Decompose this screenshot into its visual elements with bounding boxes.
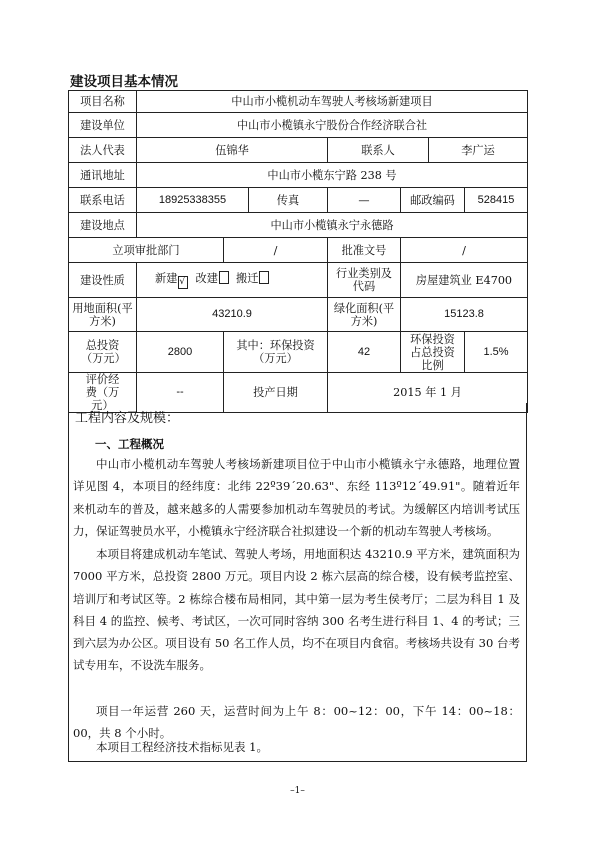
total-invest-value: 2800 [137, 332, 224, 373]
fax-value: — [328, 188, 401, 213]
eval-fee-value: -- [137, 373, 224, 413]
postcode-value: 528415 [465, 188, 528, 213]
project-name-value: 中山市小榄机动车驾驶人考核场新建项目 [137, 91, 528, 113]
project-content-section [68, 403, 527, 762]
nature-relocate-label: 搬迁 [236, 272, 259, 285]
nature-new-checkbox: √ [178, 276, 188, 289]
eval-fee-label: 评价经费（万元） [69, 373, 137, 413]
land-area-value: 43210.9 [137, 298, 328, 332]
unit-value: 中山市小榄镇永宁股份合作经济联合社 [137, 113, 528, 138]
postcode-label: 邮政编码 [401, 188, 465, 213]
industry-label: 行业类别及代码 [328, 263, 401, 298]
unit-label: 建设单位 [69, 113, 137, 138]
nature-new-label: 新建 [155, 272, 178, 285]
approval-dept-value: / [224, 238, 328, 263]
address-label: 通讯地址 [69, 163, 137, 188]
operation-date-value: 2015 年 1 月 [328, 373, 528, 413]
legal-rep-value: 伍锦华 [137, 138, 328, 163]
legal-rep-label: 法人代表 [69, 138, 137, 163]
page-number: –1– [290, 786, 305, 796]
location-value: 中山市小榄镇永宁永德路 [137, 213, 528, 238]
page-title: 建设项目基本情况 [70, 74, 178, 90]
phone-value: 18925338355 [137, 188, 249, 213]
contact-value: 李广运 [429, 138, 528, 163]
land-area-label: 用地面积(平方米) [69, 298, 137, 332]
paragraph-overview: 中山市小榄机动车驾驶人考核场新建项目位于中山市小榄镇永宁永德路，地理位置详见图 4，本项目的经纬度：北纬 22º39´20.63"、东经 113º12´49.91"。随着近年来机动车的普及，越来越多的人需要参加机动车驾驶员的考试。为缓解区内培训考试压力，保证驾驶员水平，小榄镇永宁经济联合社拟建设一个新的机动车驾驶人考核场。 [73, 457, 520, 538]
env-ratio-label: 环保投资占总投资比例 [401, 332, 465, 373]
nature-options [137, 263, 328, 298]
approval-no-label: 批准文号 [328, 238, 401, 263]
nature-label: 建设性质 [69, 263, 137, 298]
contact-label: 联系人 [328, 138, 429, 163]
address-value: 中山市小榄东宁路 238 号 [137, 163, 528, 188]
operation-date-label: 投产日期 [224, 373, 328, 413]
fax-label: 传真 [249, 188, 328, 213]
paragraph-reference: 本项目工程经济技术指标见表 1。 [96, 740, 268, 754]
section-heading: 一、工程概况 [95, 437, 164, 451]
nature-rebuild-checkbox [219, 271, 229, 284]
approval-dept-label: 立项审批部门 [69, 238, 224, 263]
project-name-label: 项目名称 [69, 91, 137, 113]
paragraph-operation: 项目一年运营 260 天，运营时间为上午 8：00~12：00，下午 14：00~18：00，共 8 个小时。 [73, 704, 520, 741]
green-area-value: 15123.8 [401, 298, 528, 332]
env-invest-value: 42 [328, 332, 401, 373]
phone-label: 联系电话 [69, 188, 137, 213]
paragraph-construction: 本项目将建成机动车笔试、驾驶人考场，用地面积达 43210.9 平方米，建筑面积为 7000 平方米，总投资 2800 万元。项目内设 2 栋六层高的综合楼，设有候考监控室、培训厅和考试区等。2 栋综合楼布局相同，其中第一层为考生侯考厅；二层为科目 1 及科目 4 的监控、候考、考试区，一次可同时容纳 300 名考生进行科目 1、4 的考试；三到六层为办公区。项目设有 50 名工作人员，均不在项目内食宿。考核场共设有 30 台考试专用车，不设洗车服务。 [73, 547, 520, 673]
approval-no-value: / [401, 238, 528, 263]
total-invest-label: 总投资（万元） [69, 332, 137, 373]
location-label: 建设地点 [69, 213, 137, 238]
green-area-label: 绿化面积(平方米) [328, 298, 401, 332]
env-invest-label: 其中：环保投资（万元） [224, 332, 328, 373]
env-ratio-value: 1.5% [465, 332, 528, 373]
project-info-table [68, 90, 528, 413]
nature-rebuild-label: 改建 [195, 272, 218, 285]
industry-value: 房屋建筑业 E4700 [401, 263, 528, 298]
nature-relocate-checkbox [259, 271, 269, 284]
content-title: 工程内容及规模： [75, 411, 180, 426]
